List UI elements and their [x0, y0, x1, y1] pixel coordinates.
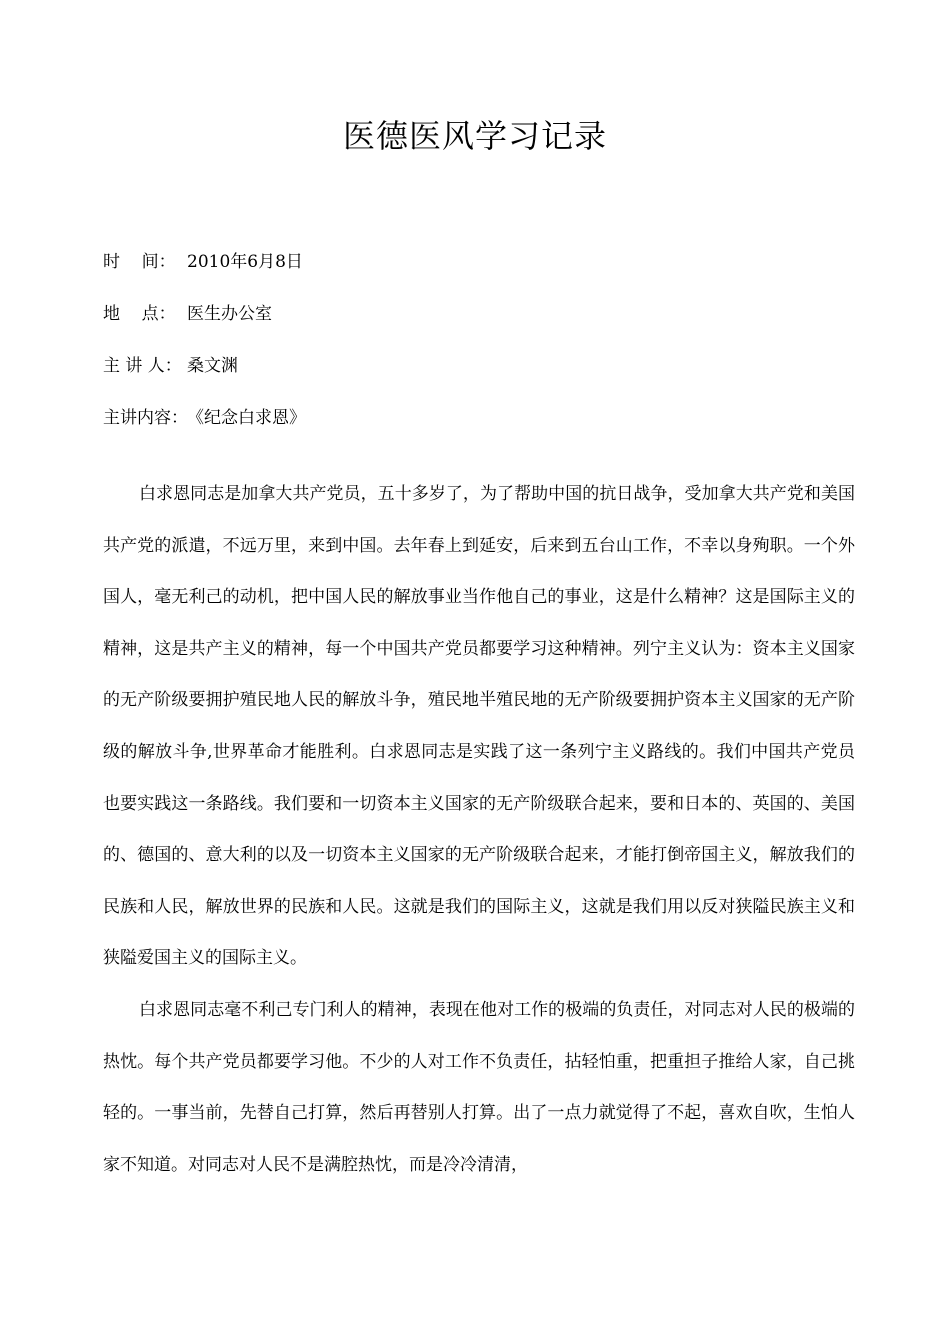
time-label: 时 间：: [103, 252, 176, 272]
meta-row-time: [103, 244, 863, 296]
speaker-value: 桑文渊: [187, 356, 238, 376]
body-paragraph-2: 白求恩同志毫不利己专门利人的精神，表现在他对工作的极端的负责任，对同志对人民的极端的热忱。每个共产党员都要学习他。不少的人对工作不负责任，拈轻怕重，把重担子推给人家，自己挑轻的。一事当前，先替自己打算，然后再替别人打算。出了一点力就觉得了不起，喜欢自吹，生怕人家不知道。对同志对人民不是满腔热忱，而是冷冷清清，: [103, 999, 855, 1175]
meeting-info: [103, 244, 863, 452]
meta-row-location: [103, 296, 863, 348]
document-body: [103, 469, 855, 1191]
meta-row-topic: [103, 400, 863, 452]
speaker-label: 主 讲 人：: [103, 356, 182, 376]
location-value: 医生办公室: [187, 304, 272, 324]
meta-row-speaker: [103, 348, 863, 400]
location-label: 地 点：: [103, 304, 176, 324]
topic-value: 《纪念白求恩》: [187, 408, 306, 428]
time-value: 2010年6月8日: [187, 252, 303, 272]
topic-label: 主讲内容：: [103, 408, 188, 428]
document-title: 医德医风学习记录: [342, 117, 607, 155]
body-paragraph-1: 白求恩同志是加拿大共产党员，五十多岁了，为了帮助中国的抗日战争，受加拿大共产党和美国共产党的派遣，不远万里，来到中国。去年春上到延安，后来到五台山工作，不幸以身殉职。一个外国人，毫无利己的动机，把中国人民的解放事业当作他自己的事业，这是什么精神？这是国际主义的精神，这是共产主义的精神，每一个中国共产党员都要学习这种精神。列宁主义认为：资本主义国家的无产阶级要拥护殖民地人民的解放斗争，殖民地半殖民地的无产阶级要拥护资本主义国家的无产阶级的解放斗争,世界革命才能胜利。白求恩同志是实践了这一条列宁主义路线的。我们中国共产党员也要实践这一条路线。我们要和一切资本主义国家的无产阶级联合起来，要和日本的、英国的、美国的、德国的、意大利的以及一切资本主义国家的无产阶级联合起来，才能打倒帝国主义，解放我们的民族和人民，解放世界的民族和人民。这就是我们的国际主义，这就是我们用以反对狭隘民族主义和狭隘爱国主义的国际主义。: [103, 484, 855, 969]
